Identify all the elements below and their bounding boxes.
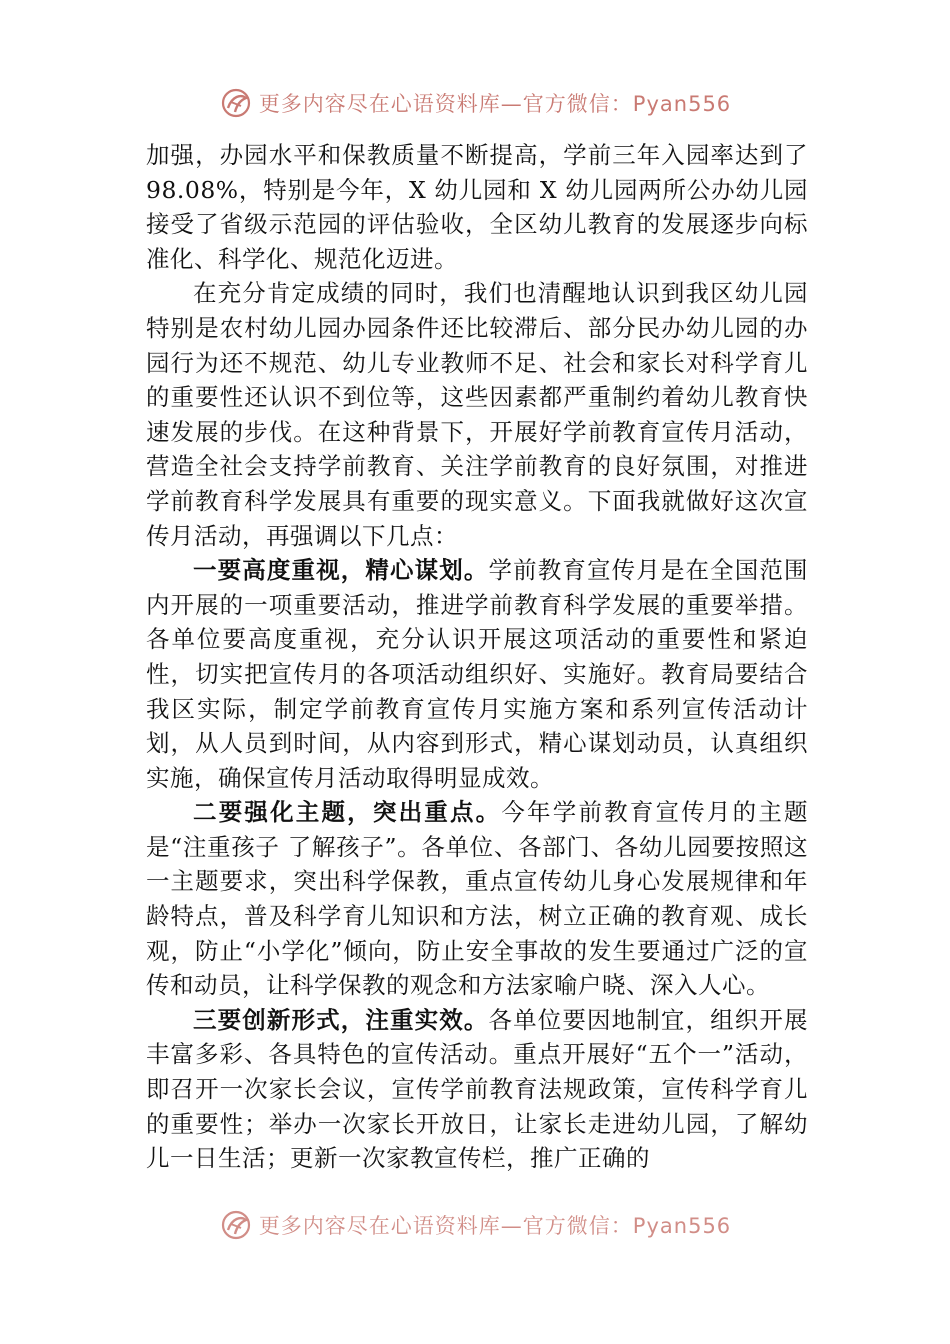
paragraph-5 <box>146 1003 808 1176</box>
paragraph-5-text: 各单位要因地制宜，组织开展丰富多彩、各具特色的宣传活动。重点开展好“五个一”活动，即召开一次家长会议，宣传学前教育法规政策，宣传科学育儿的重要性；举办一次家长开放日，让家长走进幼儿园，了解幼儿一日生活；更新一次家教宣传栏，推广正确的 <box>146 1005 808 1173</box>
paragraph-5-heading: 三要创新形式，注重实效。 <box>193 1005 489 1034</box>
paragraph-2: 在充分肯定成绩的同时，我们也清醒地认识到我区幼儿园特别是农村幼儿园办园条件还比较滞后、部分民办幼儿园的办园行为还不规范、幼儿专业教师不足、社会和家长对科学育儿的重要性还认识不到位等，这些因素都严重制约着幼儿教育快速发展的步伐。在这种背景下，开展好学前教育宣传月活动，营造全社会支持学前教育、关注学前教育的良好氛围，对推进学前教育科学发展具有重要的现实意义。下面我就做好这次宣传月活动，再强调以下几点： <box>146 279 808 550</box>
paragraph-3-heading: 一要高度重视，精心谋划。 <box>193 556 489 585</box>
watermark-header <box>0 86 950 120</box>
paragraph-3-text: 学前教育宣传月是在全国范围内开展的一项重要活动，推进学前教育科学发展的重要举措。各单位要高度重视，充分认识开展这项活动的重要性和紧迫性，切实把宣传月的各项活动组织好、实施好。教育局要结合我区实际，制定学前教育宣传月实施方案和系列宣传活动计划，从人员到时间，从内容到形式，精心谋划动员，认真组织实施，确保宣传月活动取得明显成效。 <box>146 556 808 792</box>
watermark-footer <box>0 1208 950 1242</box>
watermark-text: 更多内容尽在心语资料库—官方微信：Pyan556 <box>258 92 732 116</box>
brand-logo-icon <box>219 86 253 120</box>
document-body <box>146 138 808 1176</box>
paragraph-3 <box>146 553 808 795</box>
paragraph-1: 加强，办园水平和保教质量不断提高，学前三年入园率达到了 98.08%，特别是今年，X 幼儿园和 X 幼儿园两所公办幼儿园接受了省级示范园的评估验收，全区幼儿教育的发展逐步向标准化、科学化、规范化迈进。 <box>146 141 808 273</box>
paragraph-4 <box>146 795 808 1003</box>
paragraph-4-text: 今年学前教育宣传月的主题是“注重孩子 了解孩子”。各单位、各部门、各幼儿园要按照这一主题要求，突出科学保教，重点宣传幼儿身心发展规律和年龄特点，普及科学育儿知识和方法，树立正确的教育观、成长观，防止“小学化”倾向，防止安全事故的发生要通过广泛的宣传和动员，让科学保教的观念和方法家喻户晓、深入人心。 <box>146 798 809 1000</box>
paragraph-4-heading: 二要强化主题，突出重点。 <box>193 798 502 827</box>
brand-logo-icon <box>219 1208 253 1242</box>
watermark-text: 更多内容尽在心语资料库—官方微信：Pyan556 <box>258 1214 732 1238</box>
